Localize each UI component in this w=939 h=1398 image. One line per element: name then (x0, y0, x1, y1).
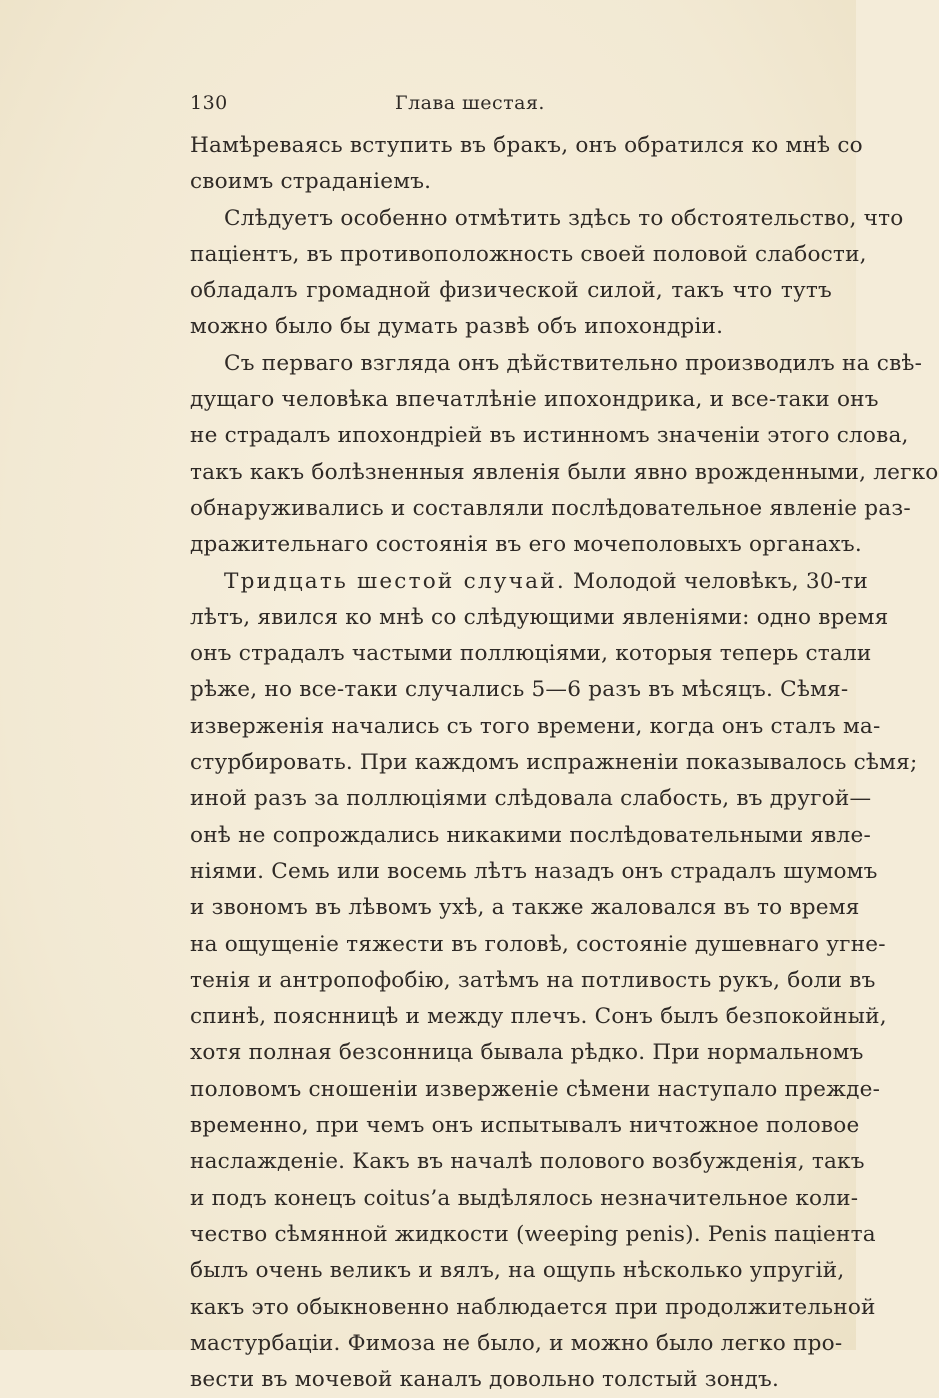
text-line: иной разъ за поллюціями слѣдовала слабость, въ другой— (190, 786, 872, 812)
text-line: ніями. Семь или восемь лѣтъ назадъ онъ страдалъ шумомъ (190, 858, 878, 884)
text-line: Слѣдуетъ особенно отмѣтить здѣсь то обстоятельство, что (224, 205, 904, 231)
text-line: мастурбаціи. Фимоза не было, и можно было легко про- (190, 1330, 843, 1356)
text-line: онѣ не сопрождались никакими послѣдовательными явле- (190, 822, 871, 848)
text-line: можно было бы думать развѣ объ ипохондріи. (190, 314, 724, 340)
text-line: Намѣреваясь вступить въ бракъ, онъ обратился ко мнѣ со (190, 133, 863, 158)
text-line: былъ очень великъ и вялъ, на ощупь нѣсколько упругій, (190, 1258, 845, 1284)
text-line: лѣтъ, явился ко мнѣ со слѣдующими явленіями: одно время (190, 604, 889, 630)
chapter-title: Глава шестая. (395, 92, 545, 114)
paragraph (190, 128, 863, 201)
text-line: временно, при чемъ онъ испытывалъ ничтожное половое (190, 1113, 860, 1139)
text-line: вести въ мочевой каналъ довольно толстый зондъ. (190, 1367, 780, 1393)
text-line: такъ какъ болѣзненныя явленія были явно врожденными, легко (190, 459, 939, 485)
text-line: не страдалъ ипохондріей въ истинномъ значеніи этого слова, (190, 423, 909, 449)
body-text (190, 128, 939, 1398)
text-line: Съ перваго взгляда онъ дѣйствительно производилъ на свѣ- (224, 350, 923, 376)
text-line: дущаго человѣка впечатлѣніе ипохондрика, и все-таки онъ (190, 387, 879, 413)
running-head (190, 92, 750, 122)
paragraph (190, 564, 918, 1398)
case-heading: Тридцать шестой случай. (224, 568, 566, 594)
text-line: обладалъ громадной физической силой, такъ что тутъ (190, 278, 832, 304)
text-line: какъ это обыкновенно наблюдается при продолжительной (190, 1294, 876, 1320)
text-line: тенія и антропофобію, затѣмъ на потливость рукъ, боли въ (190, 967, 876, 993)
text-line: онъ страдалъ частыми поллюціями, которыя теперь стали (190, 641, 872, 667)
text-line: половомъ сношеніи изверженіе сѣмени наступало прежде- (190, 1076, 881, 1102)
text-line: спинѣ, пояснницѣ и между плечъ. Сонъ былъ безпокойный, (190, 1004, 887, 1030)
text-line: паціентъ, въ противоположность своей половой слабости, (190, 241, 867, 267)
paragraph (190, 201, 904, 346)
text-line: и подъ конецъ coitus’а выдѣлялось незначительное коли- (190, 1185, 859, 1211)
text-line: своимъ страданіемъ. (190, 169, 432, 195)
text-line: стурбировать. При каждомъ испражненіи показывалось сѣмя; (190, 750, 918, 776)
text-line: и звономъ въ лѣвомъ ухѣ, а также жаловался въ то время (190, 895, 860, 921)
paragraph (190, 346, 939, 564)
text-line: изверженія начались съ того времени, когда онъ сталъ ма- (190, 713, 881, 739)
text-line: хотя полная безсонница бывала рѣдко. При нормальномъ (190, 1040, 864, 1066)
text-line: наслажденіе. Какъ въ началѣ полового возбужденія, такъ (190, 1149, 865, 1175)
text-line: рѣже, но все-таки случались 5—6 разъ въ мѣсяцъ. Сѣмя- (190, 677, 849, 703)
page-number: 130 (190, 92, 228, 114)
text-line (190, 564, 868, 600)
text-line: обнаруживались и составляли послѣдовательное явленіе раз- (190, 495, 911, 521)
text-line: дражительнаго состоянія въ его мочеполовыхъ органахъ. (190, 532, 862, 558)
text-line: чество сѣмянной жидкости (weeping penis). Penis паціента (190, 1221, 876, 1247)
text-line: на ощущеніе тяжести въ головѣ, состояніе душевнаго угне- (190, 931, 886, 957)
text-line-rest: Молодой человѣкъ, 30-ти (565, 568, 868, 594)
